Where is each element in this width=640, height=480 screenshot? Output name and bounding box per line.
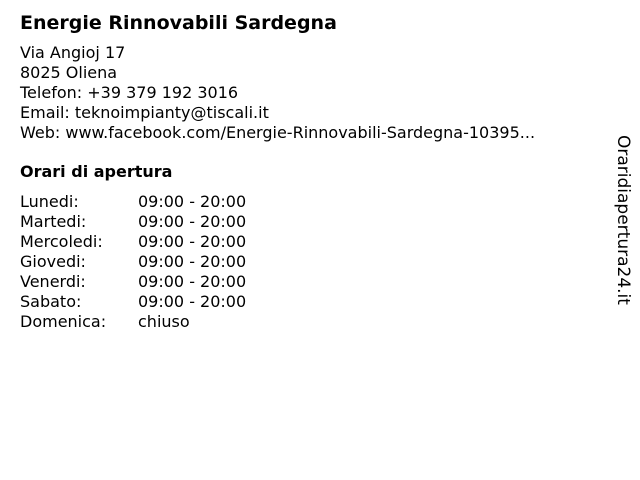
hours-row <box>20 252 600 272</box>
hours-row <box>20 272 600 292</box>
hours-day: Venerdi: <box>20 272 86 291</box>
business-name: Energie Rinnovabili Sardegna <box>20 12 337 34</box>
hours-row <box>20 312 600 332</box>
hours-day: Mercoledi: <box>20 232 103 251</box>
site-watermark: Oraridiapertura24.it <box>613 135 633 305</box>
hours-time: chiuso <box>138 312 190 331</box>
hours-day: Domenica: <box>20 312 107 331</box>
hours-time: 09:00 - 20:00 <box>138 272 247 291</box>
city-line: 8025 Oliena <box>20 63 118 82</box>
business-card <box>20 10 600 332</box>
hours-time: 09:00 - 20:00 <box>138 292 247 311</box>
hours-time: 09:00 - 20:00 <box>138 232 247 251</box>
hours-time: 09:00 - 20:00 <box>138 252 247 271</box>
hours-row <box>20 232 600 252</box>
hours-day: Martedi: <box>20 212 87 231</box>
hours-row <box>20 212 600 232</box>
opening-hours-title: Orari di apertura <box>20 162 173 181</box>
hours-day: Lunedi: <box>20 192 79 211</box>
hours-day: Sabato: <box>20 292 82 311</box>
hours-row <box>20 292 600 312</box>
address-line: Via Angioj 17 <box>20 43 126 62</box>
hours-day: Giovedi: <box>20 252 86 271</box>
email-line: Email: teknoimpianty@tiscali.it <box>20 103 269 122</box>
opening-hours-table <box>20 192 600 332</box>
hours-time: 09:00 - 20:00 <box>138 212 247 231</box>
web-line: Web: www.facebook.com/Energie-Rinnovabili-Sardegna-10395... <box>20 123 536 142</box>
phone-line: Telefon: +39 379 192 3016 <box>20 83 239 102</box>
hours-time: 09:00 - 20:00 <box>138 192 247 211</box>
hours-row <box>20 192 600 212</box>
